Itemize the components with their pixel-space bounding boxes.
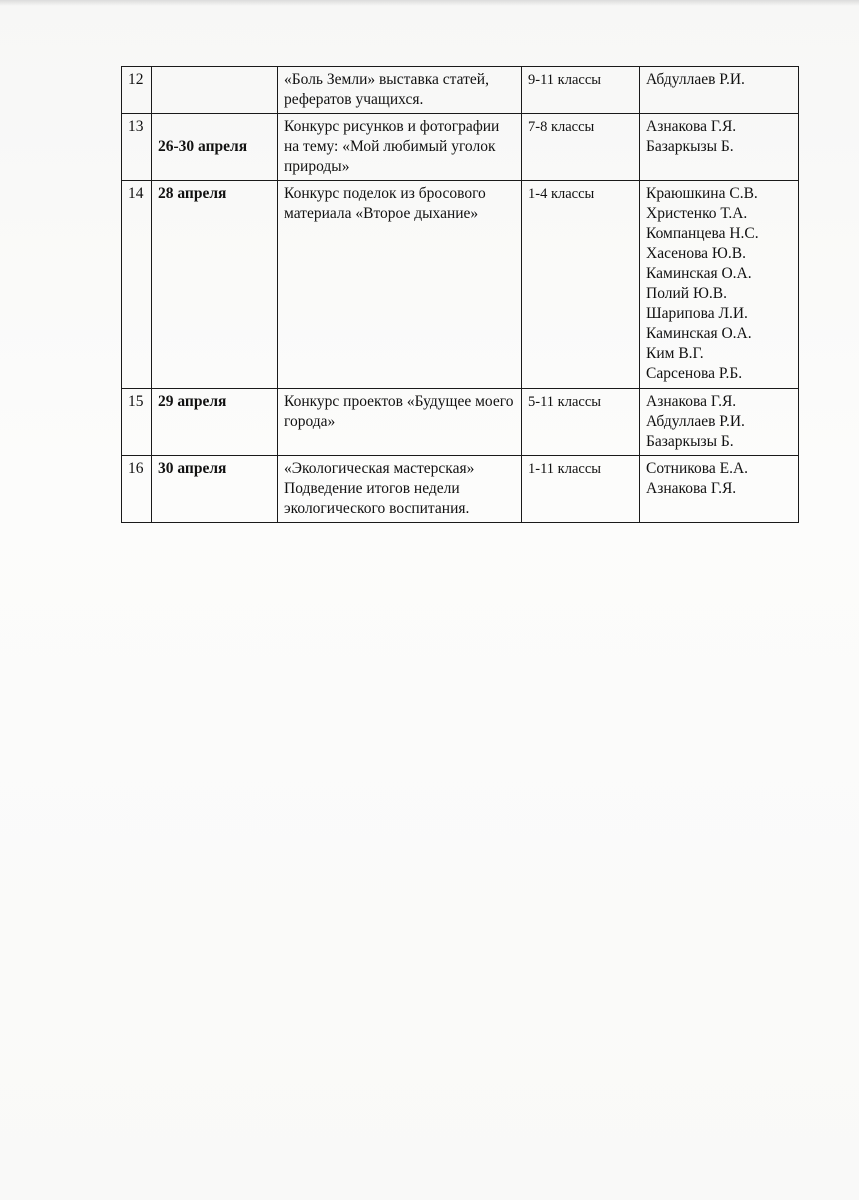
row-classes: 5-11 классы [522, 389, 640, 456]
row-classes: 1-4 классы [522, 181, 640, 389]
event-schedule-table [121, 66, 799, 523]
responsible-person: Сарсенова Р.Б. [646, 365, 743, 382]
responsible-person: Базаркызы Б. [646, 138, 734, 155]
responsible-person: Христенко Т.А. [646, 205, 748, 222]
row-responsible [640, 389, 799, 456]
table-row [122, 456, 799, 523]
row-date: 28 апреля [152, 181, 278, 389]
table-row [122, 67, 799, 114]
row-event: Конкурс рисунков и фотографии на тему: «Мой любимый уголок природы» [278, 114, 522, 181]
row-event: Конкурс проектов «Будущее моего города» [278, 389, 522, 456]
row-event: «Экологическая мастерская» Подведение итогов недели экологического воспитания. [278, 456, 522, 523]
row-date: 30 апреля [152, 456, 278, 523]
row-classes: 1-11 классы [522, 456, 640, 523]
table-row [122, 389, 799, 456]
row-number: 16 [122, 456, 152, 523]
row-event: Конкурс поделок из бросового материала «Второе дыхание» [278, 181, 522, 389]
responsible-person: Каминская О.А. [646, 325, 752, 342]
responsible-person: Азнакова Г.Я. [646, 480, 737, 497]
row-responsible [640, 456, 799, 523]
responsible-person: Базаркызы Б. [646, 433, 734, 450]
row-date: 29 апреля [152, 389, 278, 456]
responsible-person: Азнакова Г.Я. [646, 393, 737, 410]
row-responsible [640, 114, 799, 181]
responsible-person: Ким В.Г. [646, 345, 704, 362]
responsible-person: Каминская О.А. [646, 265, 752, 282]
scan-edge-shadow [0, 0, 859, 6]
table-row [122, 181, 799, 389]
row-responsible [640, 181, 799, 389]
row-date: 26-30 апреля [152, 114, 278, 181]
responsible-person: Абдуллаев Р.И. [646, 413, 745, 430]
responsible-person: Компанцева Н.С. [646, 225, 759, 242]
row-number: 14 [122, 181, 152, 389]
responsible-person: Хасенова Ю.В. [646, 245, 746, 262]
responsible-person: Азнакова Г.Я. [646, 118, 737, 135]
row-classes: 9-11 классы [522, 67, 640, 114]
row-number: 15 [122, 389, 152, 456]
responsible-person: Шарипова Л.И. [646, 305, 748, 322]
responsible-person: Сотникова Е.А. [646, 460, 749, 477]
row-classes: 7-8 классы [522, 114, 640, 181]
row-number: 13 [122, 114, 152, 181]
row-number: 12 [122, 67, 152, 114]
row-event: «Боль Земли» выставка статей, рефератов учащихся. [278, 67, 522, 114]
responsible-person: Абдуллаев Р.И. [646, 71, 745, 88]
row-date [152, 67, 278, 114]
row-responsible [640, 67, 799, 114]
responsible-person: Краюшкина С.В. [646, 185, 758, 202]
table-row [122, 114, 799, 181]
responsible-person: Полий Ю.В. [646, 285, 727, 302]
